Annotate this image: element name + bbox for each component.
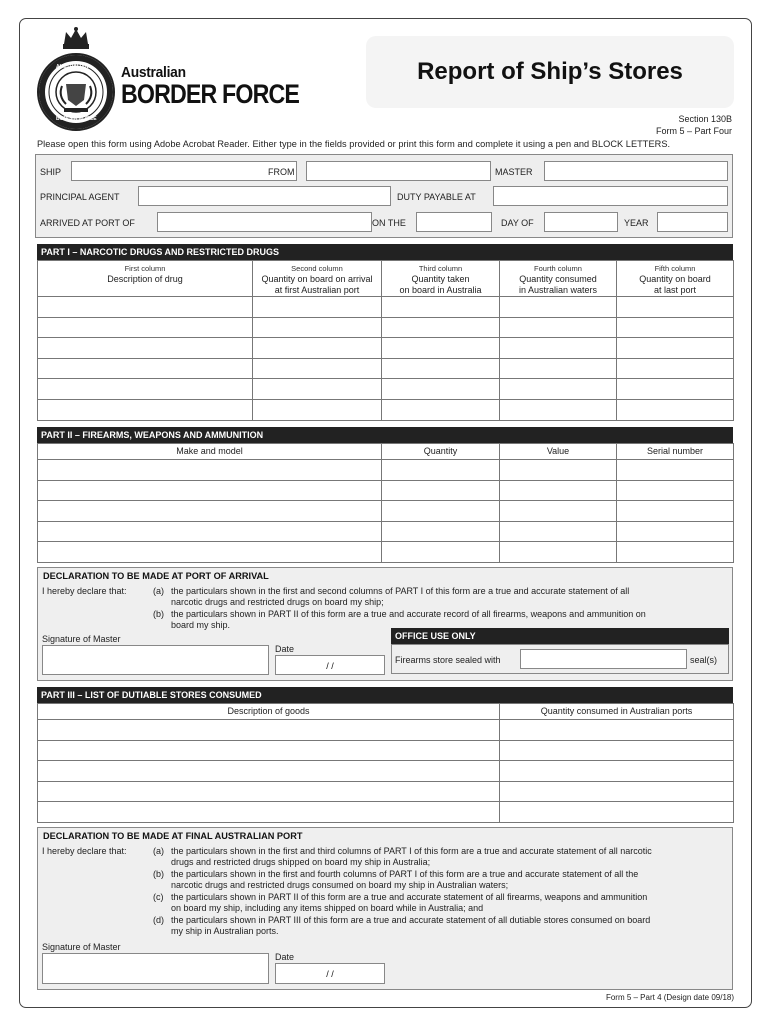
table-row: [38, 297, 734, 318]
table-row: [38, 399, 734, 420]
table-row: [38, 740, 734, 761]
border-force-crest-logo: [36, 26, 116, 132]
table-cell[interactable]: [617, 480, 734, 501]
ship-info-box: [35, 154, 733, 238]
table-cell[interactable]: [382, 460, 500, 481]
final-signature-master-field[interactable]: [42, 953, 269, 984]
table-cell[interactable]: [38, 802, 500, 823]
final-clause-b-line1: the particulars shown in the first and fourth columns of PART I of this form are a true and accurate statement of all the: [171, 869, 639, 879]
ship-field[interactable]: [71, 161, 297, 181]
clause-a-label: (a): [153, 586, 164, 596]
part1-col-2-header: Second column Quantity on board on arrival at first Australian port: [253, 261, 382, 297]
table-cell[interactable]: [617, 460, 734, 481]
clause-b-line2: board my ship.: [171, 620, 231, 630]
table-cell[interactable]: [617, 501, 734, 522]
table-row: [38, 542, 734, 563]
declaration-arrival-heading: DECLARATION TO BE MADE AT PORT OF ARRIVAL: [43, 571, 269, 581]
table-cell[interactable]: [382, 542, 500, 563]
table-cell[interactable]: [500, 802, 734, 823]
declaration-final-heading: DECLARATION TO BE MADE AT FINAL AUSTRALIAN PORT: [43, 831, 303, 841]
declare-label: I hereby declare that:: [42, 586, 127, 596]
declaration-final: [37, 827, 733, 990]
on-the-field[interactable]: [416, 212, 492, 232]
table-cell[interactable]: [500, 399, 617, 420]
final-signature-master-label: Signature of Master: [42, 942, 121, 952]
on-the-label: ON THE: [372, 218, 406, 228]
intro-instructions: Please open this form using Adobe Acrobat Reader. Either type in the fields provided or print this form and complete it using a pen and BLOCK LETTERS.: [37, 139, 671, 149]
final-declare-label: I hereby declare that:: [42, 846, 127, 856]
table-row: [38, 781, 734, 802]
table-cell[interactable]: [500, 358, 617, 379]
part2-col-serial-header: Serial number: [617, 444, 734, 460]
table-cell[interactable]: [617, 338, 734, 359]
part3-table: [37, 703, 734, 823]
final-clause-d-line2: my ship in Australian ports.: [171, 926, 279, 936]
table-cell[interactable]: [382, 317, 500, 338]
final-clause-c-label: (c): [153, 892, 164, 902]
table-row: [38, 480, 734, 501]
table-row: [38, 338, 734, 359]
clause-a-line2: narcotic drugs and restricted drugs on board my ship;: [171, 597, 384, 607]
table-cell[interactable]: [500, 317, 617, 338]
part3-col-description-header: Description of goods: [38, 704, 500, 720]
table-cell[interactable]: [382, 399, 500, 420]
table-row: [38, 521, 734, 542]
table-cell[interactable]: [500, 740, 734, 761]
final-date-label: Date: [275, 952, 295, 962]
table-cell[interactable]: [500, 761, 734, 782]
table-cell[interactable]: [617, 297, 734, 318]
page-title: Report of Ship’s Stores: [417, 58, 683, 85]
final-clause-a-label: (a): [153, 846, 164, 856]
part2-col-quantity-header: Quantity: [382, 444, 500, 460]
table-cell[interactable]: [253, 297, 382, 318]
part1-col-3-header: Third column Quantity taken on board in Australia: [382, 261, 500, 297]
table-row: [38, 379, 734, 400]
table-cell[interactable]: [38, 460, 382, 481]
master-field[interactable]: [544, 161, 728, 181]
part2-table: [37, 443, 734, 563]
day-of-field[interactable]: [544, 212, 618, 232]
table-cell[interactable]: [617, 399, 734, 420]
part3-col-quantity-header: Quantity consumed in Australian ports: [500, 704, 734, 720]
table-row: [38, 358, 734, 379]
final-clause-c-line2: on board my ship, including any items shipped on board while in Australia; and: [171, 903, 484, 913]
ship-label: SHIP: [40, 167, 62, 177]
table-cell[interactable]: [38, 317, 253, 338]
table-cell[interactable]: [500, 542, 617, 563]
final-clause-c-line1: the particulars shown in PART II of this form are a true and accurate statement of all firearms, weapons and ammunition: [171, 892, 648, 902]
table-cell[interactable]: [500, 781, 734, 802]
part3-heading: PART III – LIST OF DUTIABLE STORES CONSUMED: [37, 687, 733, 703]
table-cell[interactable]: [500, 297, 617, 318]
table-cell[interactable]: [253, 338, 382, 359]
logo-text-bottom: BORDER FORCE: [56, 116, 97, 122]
arrived-port-field[interactable]: [157, 212, 372, 232]
table-cell[interactable]: [617, 358, 734, 379]
table-row: [38, 761, 734, 782]
table-cell[interactable]: [38, 297, 253, 318]
signature-master-label: Signature of Master: [42, 634, 121, 644]
table-cell[interactable]: [382, 297, 500, 318]
table-cell[interactable]: [617, 317, 734, 338]
duty-payable-field[interactable]: [493, 186, 728, 206]
table-cell[interactable]: [38, 501, 382, 522]
table-cell[interactable]: [253, 399, 382, 420]
table-cell[interactable]: [617, 521, 734, 542]
table-cell[interactable]: [382, 521, 500, 542]
table-cell[interactable]: [617, 379, 734, 400]
part2-heading: PART II – FIREARMS, WEAPONS AND AMMUNITION: [37, 427, 733, 443]
table-cell[interactable]: [38, 720, 500, 741]
table-row: [38, 802, 734, 823]
form-footer: Form 5 – Part 4 (Design date 09/18): [605, 993, 734, 1002]
date-field[interactable]: / /: [275, 655, 385, 675]
table-row: [38, 720, 734, 741]
table-cell[interactable]: [38, 740, 500, 761]
clause-b-line1: the particulars shown in PART II of this form are a true and accurate record of all firearms, weapons and ammunition on: [171, 609, 646, 619]
table-cell[interactable]: [500, 460, 617, 481]
day-of-label: DAY OF: [501, 218, 534, 228]
part2-col-make-header: Make and model: [38, 444, 382, 460]
part3-rows: [38, 720, 734, 823]
section-reference: [656, 113, 732, 137]
year-field[interactable]: [657, 212, 728, 232]
from-label: FROM: [268, 167, 295, 177]
declaration-arrival: [37, 567, 733, 681]
table-cell[interactable]: [500, 720, 734, 741]
table-cell[interactable]: [382, 338, 500, 359]
final-clause-a-line2: drugs and restricted drugs shipped on board my ship in Australia;: [171, 857, 431, 867]
table-cell[interactable]: [617, 542, 734, 563]
part1-rows: [38, 297, 734, 421]
table-cell[interactable]: [500, 338, 617, 359]
form-part: Form 5 – Part Four: [655, 126, 732, 136]
from-field[interactable]: [306, 161, 491, 181]
principal-agent-field[interactable]: [138, 186, 391, 206]
section-number: Section 130B: [678, 114, 732, 124]
table-cell[interactable]: [38, 521, 382, 542]
table-row: [38, 460, 734, 481]
table-cell[interactable]: [500, 521, 617, 542]
date-label: Date: [275, 644, 295, 654]
table-cell[interactable]: [382, 379, 500, 400]
table-cell[interactable]: [500, 379, 617, 400]
final-clause-b-line2: narcotic drugs and restricted drugs consumed on board my ship in Australian waters;: [171, 880, 509, 890]
part1-col-4-header: Fourth column Quantity consumed in Australian waters: [500, 261, 617, 297]
brand-wordmark: [121, 64, 328, 107]
table-cell[interactable]: [253, 317, 382, 338]
seals-label: seal(s): [690, 655, 718, 665]
table-cell[interactable]: [382, 501, 500, 522]
final-clause-d-line1: the particulars shown in PART III of this form are a true and accurate statement of all dutiable stores consumed on board: [171, 915, 651, 925]
part1-col-5-header: Fifth column Quantity on board at last port: [617, 261, 734, 297]
table-cell[interactable]: [382, 480, 500, 501]
final-clause-b-label: (b): [153, 869, 164, 879]
brand-line-2: BORDER FORCE: [121, 79, 300, 109]
table-row: [38, 501, 734, 522]
table-cell[interactable]: [253, 379, 382, 400]
table-cell[interactable]: [382, 358, 500, 379]
table-cell[interactable]: [38, 480, 382, 501]
signature-master-field[interactable]: [42, 645, 269, 675]
part2-rows: [38, 460, 734, 563]
office-use-heading: OFFICE USE ONLY: [391, 628, 729, 644]
logo-text-top: AUSTRALIAN: [56, 64, 89, 70]
part1-heading: PART I – NARCOTIC DRUGS AND RESTRICTED DRUGS: [37, 244, 733, 260]
table-row: [38, 317, 734, 338]
table-cell[interactable]: [38, 542, 382, 563]
office-use-box: [391, 644, 729, 674]
final-clause-d-label: (d): [153, 915, 164, 925]
table-cell[interactable]: [38, 358, 253, 379]
year-label: YEAR: [624, 218, 649, 228]
firearms-sealed-label: Firearms store sealed with: [395, 655, 501, 665]
table-cell[interactable]: [38, 399, 253, 420]
arrived-port-label: ARRIVED AT PORT OF: [40, 218, 135, 228]
part1-col-1-header: First column Description of drug: [38, 261, 253, 297]
clause-b-label: (b): [153, 609, 164, 619]
final-date-field[interactable]: / /: [275, 963, 385, 984]
master-label: MASTER: [495, 167, 533, 177]
title-box: [366, 36, 734, 108]
final-clause-a-line1: the particulars shown in the first and third columns of PART I of this form are a true and accurate statement of all narcotic: [171, 846, 652, 856]
table-cell[interactable]: [38, 379, 253, 400]
table-cell[interactable]: [500, 501, 617, 522]
clause-a-line1: the particulars shown in the first and second columns of PART I of this form are a true and accurate statement of all: [171, 586, 630, 596]
brand-line-1: Australian: [121, 64, 186, 81]
table-cell[interactable]: [253, 358, 382, 379]
seals-count-field[interactable]: [520, 649, 687, 669]
part2-col-value-header: Value: [500, 444, 617, 460]
part1-table: [37, 260, 734, 421]
principal-agent-label: PRINCIPAL AGENT: [40, 192, 120, 202]
duty-payable-label: DUTY PAYABLE AT: [397, 192, 476, 202]
table-cell[interactable]: [500, 480, 617, 501]
table-cell[interactable]: [38, 781, 500, 802]
table-cell[interactable]: [38, 761, 500, 782]
table-cell[interactable]: [38, 338, 253, 359]
